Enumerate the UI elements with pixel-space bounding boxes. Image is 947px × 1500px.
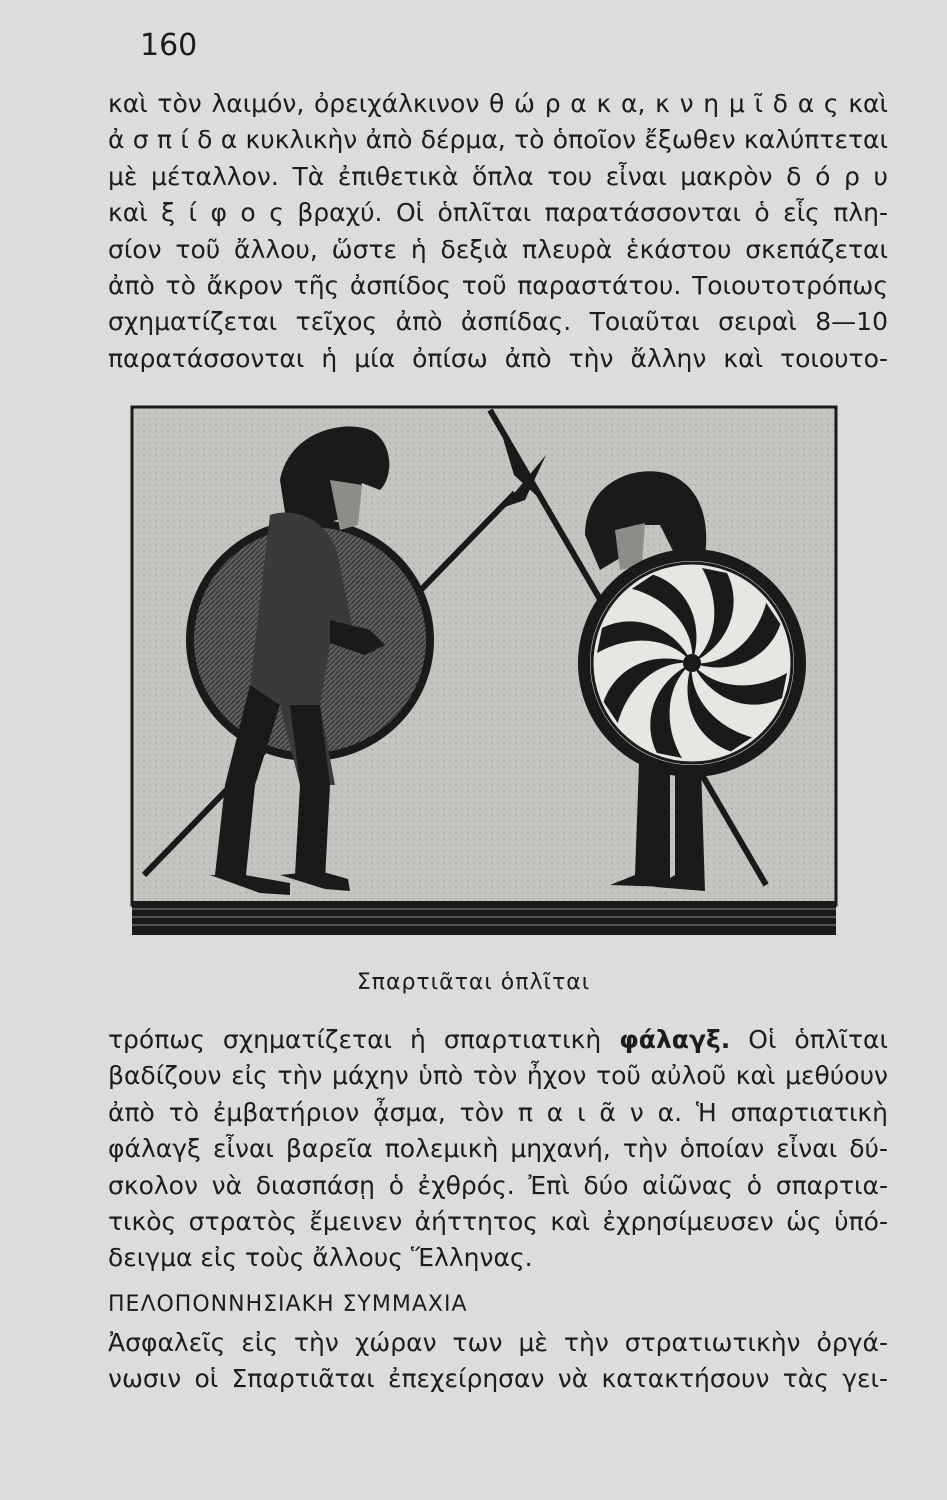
text-line: ἀπὸ τὸ ἐμβατήριον ᾆσμα, τὸν π α ι ᾶ ν α. Ἡ σπαρτιατικὴ bbox=[108, 1097, 888, 1127]
figure-caption: Σπαρτιᾶται ὁπλῖται bbox=[356, 970, 591, 995]
text-line: δειγμα εἰς τοὺς ἄλλους Ἕλληνας. bbox=[108, 1243, 533, 1273]
text-line: καὶ τὸν λαιμόν, ὀρειχάλκινον θ ώ ρ α κ α, κ ν η μ ῖ δ α ς καὶ bbox=[108, 89, 889, 118]
text-line: ἀπὸ τὸ ἄκρον τῆς ἀσπίδος τοῦ παραστάτου. Τοιουτοτρόπως bbox=[108, 270, 888, 300]
text-line: τικὸς στρατὸς ἔμεινεν ἀήττητος καὶ ἐχρησίμευσεν ὡς ὑπό- bbox=[108, 1206, 888, 1236]
text-line: ἀ σ π ί δ α κυκλικὴν ἀπὸ δέρμα, τὸ ὁποῖον ἔξωθεν καλύπτεται bbox=[108, 125, 888, 155]
text-line: Ἀσφαλεῖς εἰς τὴν χώραν των μὲ τὴν στρατιωτικὴν ὀργά- bbox=[108, 1328, 888, 1357]
paragraph-section bbox=[108, 1325, 888, 1398]
paragraph-bottom bbox=[108, 1022, 888, 1277]
text-line: παρατάσσονται ἡ μία ὀπίσω ἀπὸ τὴν ἄλλην καὶ τοιουτο- bbox=[108, 343, 888, 373]
section-heading: ΠΕΛΟΠΟΝΝΗΣΙΑΚΗ ΣΥΜΜΑΧΙΑ bbox=[108, 1292, 468, 1317]
text-line: καὶ ξ ί φ ο ς βραχύ. Οἱ ὁπλῖται παρατάσσονται ὁ εἷς πλη- bbox=[108, 198, 888, 228]
page-number: 160 bbox=[140, 28, 198, 63]
text-line: νωσιν οἱ Σπαρτιᾶται ἐπεχείρησαν νὰ κατακτήσουν τὰς γει- bbox=[108, 1364, 888, 1394]
text-line: τρόπως σχηματίζεται ἡ σπαρτιατικὴ φάλαγξ. Οἱ ὁπλῖται bbox=[108, 1025, 889, 1054]
hoplites-illustration bbox=[130, 405, 838, 937]
text-line: φάλαγξ εἶναι βαρεῖα πολεμικὴ μηχανή, τὴν ὁποίαν εἶναι δύ- bbox=[108, 1134, 888, 1164]
text-line: σχηματίζεται τεῖχος ἀπὸ ἀσπίδας. Τοιαῦται σειραὶ 8—10 bbox=[108, 307, 888, 337]
text-line: σίον τοῦ ἄλλου, ὥστε ἡ δεξιὰ πλευρὰ ἑκάστου σκεπάζεται bbox=[108, 234, 888, 264]
text-line: σκολον νὰ διασπάσῃ ὁ ἐχθρός. Ἐπὶ δύο αἰῶνας ὁ σπαρτια- bbox=[108, 1170, 888, 1200]
text-line: βαδίζουν εἰς τὴν μάχην ὑπὸ τὸν ἦχον τοῦ αὐλοῦ καὶ μεθύουν bbox=[108, 1061, 888, 1091]
paragraph-top bbox=[108, 86, 888, 377]
text-line: μὲ μέταλλον. Τὰ ἐπιθετικὰ ὅπλα του εἶναι μακρὸν δ ό ρ υ bbox=[108, 161, 888, 191]
